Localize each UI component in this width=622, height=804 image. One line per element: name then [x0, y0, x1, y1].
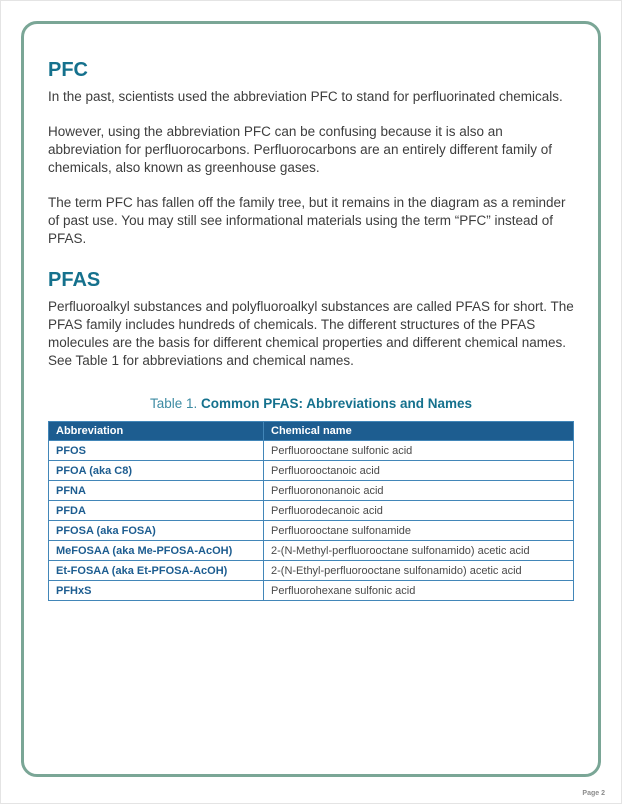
table-row	[49, 461, 574, 481]
column-header-chemical-name: Chemical name	[264, 422, 574, 441]
table-caption-title: Common PFAS: Abbreviations and Names	[200, 396, 473, 411]
section-heading-pfas: PFAS	[48, 269, 101, 291]
page-number: Page 2	[582, 790, 605, 797]
page-border-frame	[21, 21, 601, 777]
table-caption-prefix: Table 1.	[149, 396, 201, 411]
abbreviation-cell: PFOA (aka C8)	[49, 461, 264, 481]
table-row	[49, 561, 574, 581]
chemical-name-cell: Perfluorohexane sulfonic acid	[264, 581, 574, 601]
abbreviation-cell: PFOS	[49, 441, 264, 461]
table-row	[49, 441, 574, 461]
chemical-name-cell: 2-(N-Ethyl-perfluorooctane sulfonamido) acetic acid	[264, 561, 574, 581]
chemical-name-cell: Perfluorooctanoic acid	[264, 461, 574, 481]
table-row	[49, 501, 574, 521]
pfc-paragraph-2: However, using the abbreviation PFC can be confusing because it is also an abbreviation for perfluorocarbons. Perfluorocarbons are an entirely different family of chemicals, also known as greenhouse gases.	[48, 124, 553, 175]
table-caption	[48, 396, 574, 411]
table-row	[49, 521, 574, 541]
pfas-paragraph-1: Perfluoroalkyl substances and polyfluoroalkyl substances are called PFAS for short. The PFAS family includes hundreds of chemicals. The different structures of the PFAS molecules are the basis for different chemical properties and different chemical names. See Table 1 for abbreviations and chemical names.	[48, 299, 574, 368]
chemical-name-cell: 2-(N-Methyl-perfluorooctane sulfonamido) acetic acid	[264, 541, 574, 561]
column-header-abbreviation: Abbreviation	[49, 422, 264, 441]
table-row	[49, 581, 574, 601]
section-heading-pfc: PFC	[48, 59, 88, 81]
table-header-row	[49, 422, 574, 441]
chemical-name-cell: Perfluorooctane sulfonic acid	[264, 441, 574, 461]
pfc-paragraph-3: The term PFC has fallen off the family tree, but it remains in the diagram as a reminder of past use. You may still see informational materials using the term “PFC” instead of PFAS.	[48, 195, 566, 246]
abbreviation-cell: MeFOSAA (aka Me-PFOSA-AcOH)	[49, 541, 264, 561]
abbreviation-cell: PFHxS	[49, 581, 264, 601]
abbreviation-cell: PFDA	[49, 501, 264, 521]
abbreviation-cell: Et-FOSAA (aka Et-PFOSA-AcOH)	[49, 561, 264, 581]
pfas-abbreviations-table	[48, 421, 574, 601]
abbreviation-cell: PFOSA (aka FOSA)	[49, 521, 264, 541]
chemical-name-cell: Perfluorooctane sulfonamide	[264, 521, 574, 541]
table-row	[49, 481, 574, 501]
abbreviation-cell: PFNA	[49, 481, 264, 501]
table-row	[49, 541, 574, 561]
chemical-name-cell: Perfluorononanoic acid	[264, 481, 574, 501]
chemical-name-cell: Perfluorodecanoic acid	[264, 501, 574, 521]
pfc-paragraph-1: In the past, scientists used the abbreviation PFC to stand for perfluorinated chemicals.	[48, 89, 563, 104]
